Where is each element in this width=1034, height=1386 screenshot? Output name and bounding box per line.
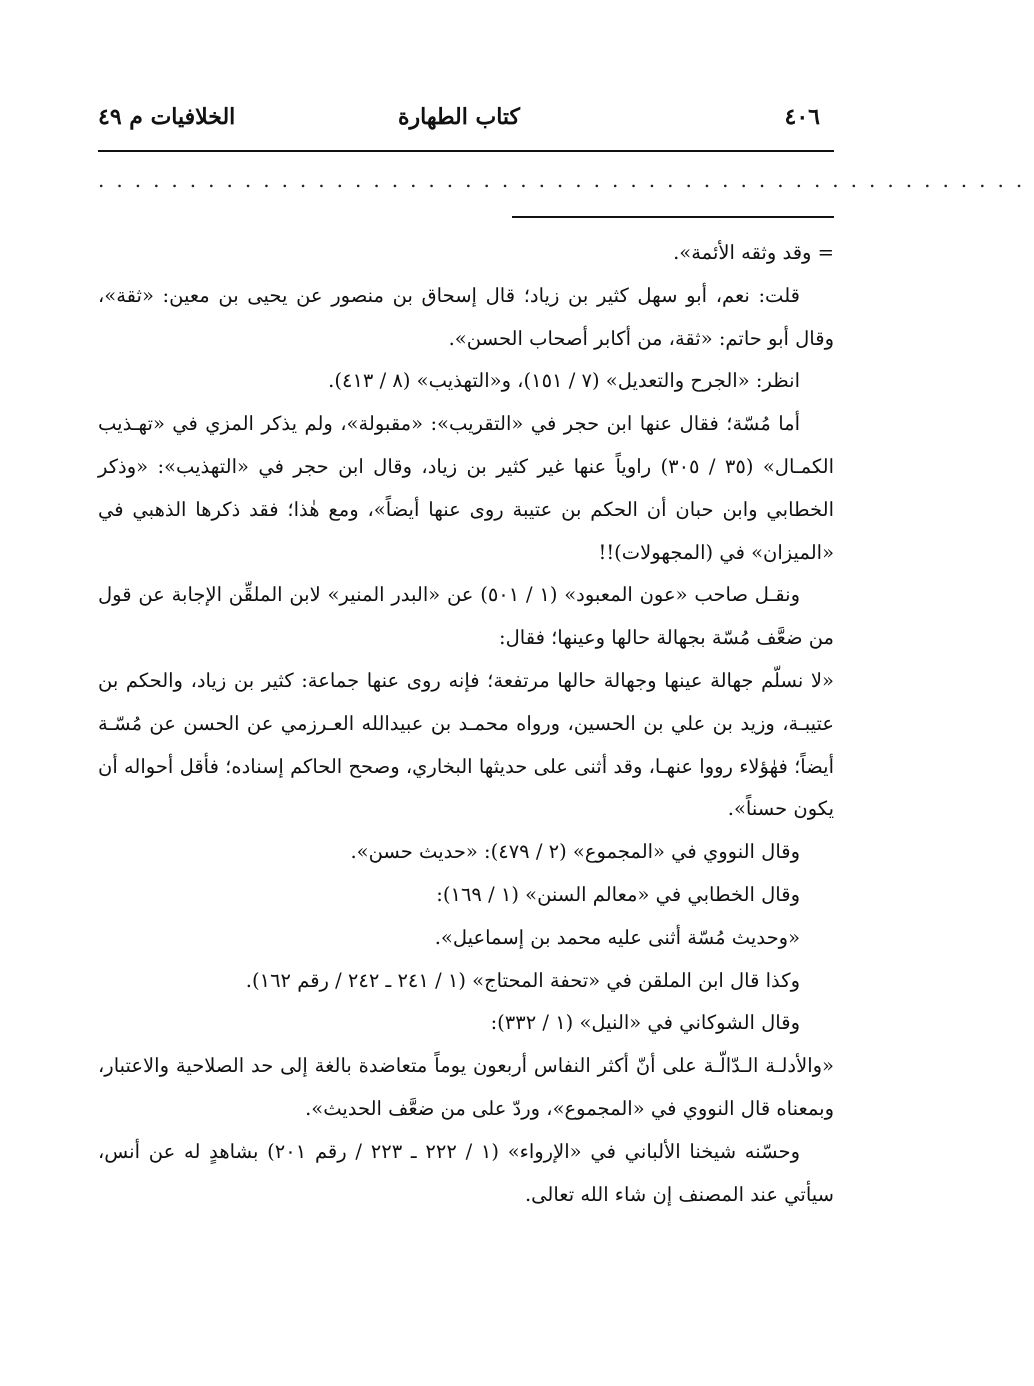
page-number: ٤٠٦	[784, 104, 820, 130]
footnote-dots: ...................................................	[98, 168, 1034, 192]
footnote-separator	[512, 216, 834, 218]
paragraph: انظر: «الجرح والتعديل» (٧ / ١٥١)، و«التهذيب» (٨ / ٤١٣).	[328, 369, 800, 393]
page-header	[98, 104, 820, 144]
paragraph: = وقد وثقه الأئمة».	[673, 241, 834, 264]
paragraph: وكذا قال ابن الملقن في «تحفة المحتاج» (١ / ٢٤١ ـ ٢٤٢ / رقم ١٦٢).	[245, 968, 800, 992]
running-title: الخلافيات م ٤٩	[98, 104, 236, 130]
paragraph: أما مُسّة؛ فقال عنها ابن حجر في «التقريب»: «مقبولة»، ولم يذكر المزي في «تهـذيب الكمـال» (٣٥ / ٣٠٥) راوياً عنها غير كثير بن زياد، وقال ابن حجر في «التهذيب»: «وذكر الخطابي وابن حبان أن الحكم بن عتيبة روى عنها أيضاً»، ومع هٰذا؛ فقد ذكرها الذهبي في «الميزان» في (المجهولات)!!	[98, 412, 834, 564]
paragraph: وحسّنه شيخنا الألباني في «الإرواء» (١ / ٢٢٢ ـ ٢٢٣ / رقم ٢٠١) بشاهدٍ له عن أنس، سيأتي عند المصنف إن شاء الله تعالى.	[98, 1139, 834, 1206]
header-rule	[98, 150, 834, 152]
book-title: كتاب الطهارة	[397, 104, 521, 130]
paragraph: وقال النووي في «المجموع» (٢ / ٤٧٩): «حديث حسن».	[350, 840, 800, 864]
paragraph: ونقـل صاحب «عون المعبود» (١ / ٥٠١) عن «البدر المنير» لابن الملقِّن الإجابة عن قول من ضعَّف مُسّة بجهالة حالها وعينها؛ فقال:	[98, 583, 834, 650]
paragraph: «لا نسلّم جهالة عينها وجهالة حالها مرتفعة؛ فإنه روى عنها جماعة: كثير بن زياد، والحكم بن عتيبـة، وزيد بن علي بن الحسين، ورواه محمـد بن عبيدالله العـرزمي عن الحسن عن مُسّـة أيضاً؛ فهٰؤلاء رووا عنهـا، وقد أثنى على حديثها البخاري، وصحح الحاكم إسناده؛ فأقل أحواله أن يكون حسناً».	[98, 668, 834, 821]
paragraph: «وحديث مُسّة أثنى عليه محمد بن إسماعيل».	[434, 925, 800, 949]
footnote-body	[98, 232, 834, 1216]
paragraph: وقال الخطابي في «معالم السنن» (١ / ١٦٩):	[436, 882, 800, 906]
paragraph: «والأدلـة الـدّالّـة على أنّ أكثر النفاس أربعون يوماً متعاضدة بالغة إلى حد الصلاحية والاعتبار، وبمعناه قال النووي في «المجموع»، وردّ على من ضعَّف الحديث».	[98, 1054, 834, 1120]
paragraph: قلت: نعم، أبو سهل كثير بن زياد؛ قال إسحاق بن منصور عن يحيى بن معين: «ثقة»، وقال أبو حاتم: «ثقة، من أكابر أصحاب الحسن».	[98, 283, 834, 350]
paragraph: وقال الشوكاني في «النيل» (١ / ٣٣٢):	[490, 1011, 800, 1035]
